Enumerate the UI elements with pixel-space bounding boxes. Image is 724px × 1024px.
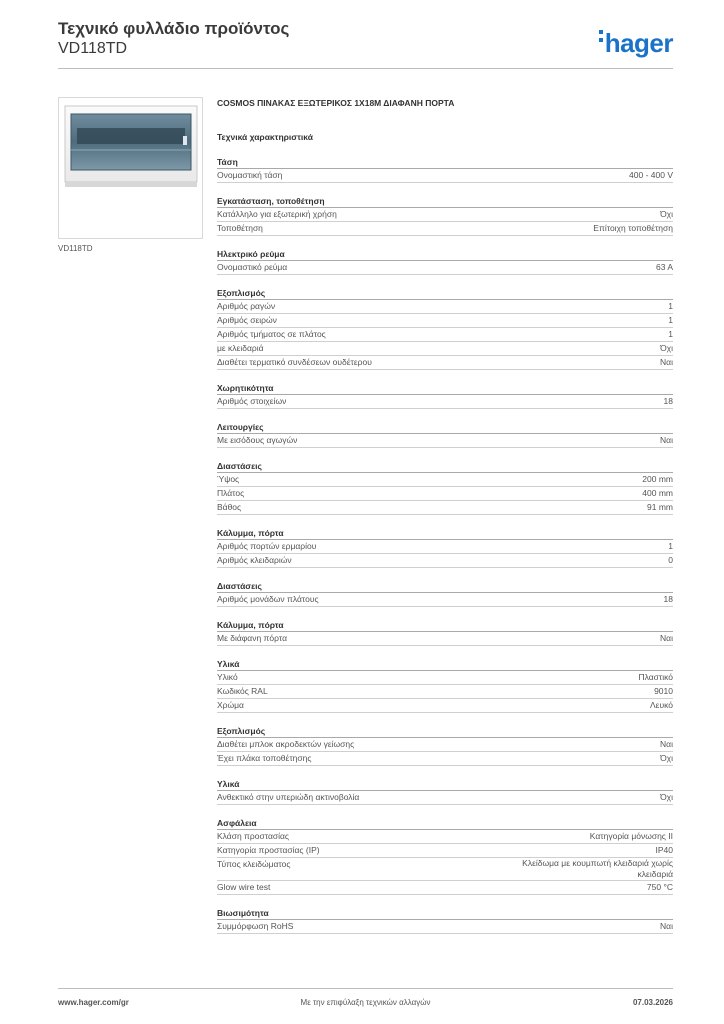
spec-label: Αριθμός κλειδαριών <box>217 555 292 565</box>
footer-divider <box>58 988 673 989</box>
spec-label: Βάθος <box>217 502 242 512</box>
spec-value: 9010 <box>654 686 673 696</box>
spec-label: Ανθεκτικό στην υπεριώδη ακτινοβολία <box>217 792 360 802</box>
spec-row <box>217 699 673 713</box>
spec-value: IP40 <box>655 845 673 855</box>
spec-row <box>217 395 673 409</box>
spec-row <box>217 328 673 342</box>
section-title: Βιωσιμότητα <box>217 907 673 920</box>
spec-label: Διαθέτει μπλοκ ακροδεκτών γείωσης <box>217 739 355 749</box>
spec-label: Τύπος κλειδώματος <box>217 859 291 869</box>
spec-value: Όχι <box>660 209 673 219</box>
spec-value: Ναι <box>660 921 673 931</box>
spec-label: Κωδικός RAL <box>217 686 268 696</box>
spec-label: με κλειδαριά <box>217 343 264 353</box>
document-title: Τεχνικό φυλλάδιο προϊόντος <box>58 19 290 38</box>
spec-value: Ναι <box>660 435 673 445</box>
spec-row <box>217 830 673 844</box>
spec-row <box>217 314 673 328</box>
spec-value: Όχι <box>660 792 673 802</box>
spec-value: 63 A <box>655 262 673 272</box>
section-title: Διαστάσεις <box>217 580 673 593</box>
spec-label: Πλάτος <box>217 488 245 498</box>
spec-row <box>217 473 673 487</box>
spec-label: Με διάφανη πόρτα <box>217 633 287 643</box>
spec-value: Ναι <box>660 357 673 367</box>
spec-row <box>217 356 673 370</box>
spec-row <box>217 593 673 607</box>
spec-label: Αριθμός πορτών ερμαρίου <box>217 541 317 551</box>
section-title: Υλικά <box>217 658 673 671</box>
section-title: Εγκατάσταση, τοποθέτηση <box>217 195 673 208</box>
spec-value: Όχι <box>660 343 673 353</box>
spec-section <box>217 817 673 895</box>
section-title: Εξοπλισμός <box>217 287 673 300</box>
spec-value: 400 mm <box>642 488 673 498</box>
spec-section <box>217 382 673 409</box>
spec-section <box>217 195 673 236</box>
spec-label: Glow wire test <box>217 882 271 892</box>
spec-value: 750 °C <box>646 882 673 892</box>
spec-value: 1 <box>668 541 673 551</box>
spec-section <box>217 658 673 713</box>
spec-row <box>217 671 673 685</box>
spec-label: Αριθμός σειρών <box>217 315 277 325</box>
distribution-board-icon <box>59 98 202 238</box>
spec-label: Συμμόρφωση RoHS <box>217 921 294 931</box>
spec-row <box>217 791 673 805</box>
spec-value: 1 <box>668 301 673 311</box>
spec-label: Κατάλληλο για εξωτερική χρήση <box>217 209 337 219</box>
spec-label: Τοποθέτηση <box>217 223 263 233</box>
spec-row <box>217 685 673 699</box>
spec-value: 18 <box>663 594 673 604</box>
spec-label: Αριθμός τμήματος σε πλάτος <box>217 329 326 339</box>
logo-dots-icon <box>599 30 603 46</box>
image-caption: VD118TD <box>58 244 93 253</box>
spec-label: Ύψος <box>217 474 240 484</box>
footer-website-link[interactable]: www.hager.com/gr <box>58 998 129 1007</box>
spec-section <box>217 527 673 568</box>
footer-date: 07.03.2026 <box>632 998 673 1007</box>
spec-row <box>217 632 673 646</box>
spec-section <box>217 460 673 515</box>
footer-notice: Με την επιφύλαξη τεχνικών αλλαγών <box>300 998 431 1007</box>
page-header <box>58 18 673 68</box>
spec-content <box>217 96 673 934</box>
spec-row <box>217 434 673 448</box>
section-title: Χωρητικότητα <box>217 382 673 395</box>
spec-row <box>217 920 673 934</box>
spec-label: Κλάση προστασίας <box>217 831 290 841</box>
spec-row <box>217 222 673 236</box>
spec-label: Με εισόδους αγωγών <box>217 435 298 445</box>
spec-value: Επίτοιχη τοποθέτηση <box>593 223 673 233</box>
logo-text: hager <box>604 28 673 58</box>
spec-section <box>217 248 673 275</box>
spec-value: Κλείδωμα με κουμπωτή κλειδαριά χωρίς κλειδαριά <box>522 858 673 879</box>
spec-section <box>217 156 673 183</box>
section-title: Διαστάσεις <box>217 460 673 473</box>
spec-section <box>217 421 673 448</box>
spec-label: Χρώμα <box>217 700 244 710</box>
product-image <box>58 97 203 239</box>
spec-row <box>217 881 673 895</box>
spec-value: 200 mm <box>642 474 673 484</box>
spec-label: Ονομαστικό ρεύμα <box>217 262 288 272</box>
technical-heading: Τεχνικά χαρακτηριστικά <box>217 132 313 142</box>
spec-value: Όχι <box>660 753 673 763</box>
spec-value: 18 <box>663 396 673 406</box>
spec-value: Κατηγορία μόνωσης II <box>589 831 673 841</box>
section-title: Ηλεκτρικό ρεύμα <box>217 248 673 261</box>
spec-value: Λευκό <box>650 700 673 710</box>
section-title: Εξοπλισμός <box>217 725 673 738</box>
section-title: Υλικά <box>217 778 673 791</box>
section-title: Κάλυμμα, πόρτα <box>217 527 673 540</box>
spec-label: Ονομαστική τάση <box>217 170 283 180</box>
spec-label: Έχει πλάκα τοποθέτησης <box>217 753 312 763</box>
spec-value: Πλαστικό <box>638 672 673 682</box>
section-title: Ασφάλεια <box>217 817 673 830</box>
spec-row <box>217 501 673 515</box>
spec-row <box>217 858 673 881</box>
spec-row <box>217 342 673 356</box>
header-divider <box>58 68 673 69</box>
spec-row <box>217 752 673 766</box>
spec-row <box>217 844 673 858</box>
spec-value: 0 <box>668 555 673 565</box>
spec-label: Κατηγορία προστασίας (IP) <box>217 845 320 855</box>
spec-section <box>217 580 673 607</box>
section-title: Κάλυμμα, πόρτα <box>217 619 673 632</box>
spec-label: Αριθμός στοιχείων <box>217 396 287 406</box>
spec-row <box>217 169 673 183</box>
spec-value: Ναι <box>660 633 673 643</box>
spec-section <box>217 619 673 646</box>
spec-section <box>217 287 673 370</box>
spec-value: 400 - 400 V <box>629 170 673 180</box>
spec-value: 1 <box>668 315 673 325</box>
spec-row <box>217 487 673 501</box>
hager-logo[interactable] <box>599 28 673 59</box>
spec-row <box>217 300 673 314</box>
product-title: COSMOS ΠΙΝΑΚΑΣ ΕΞΩΤΕΡΙΚΟΣ 1Χ18Μ ΔΙΑΦΑΝΗ ΠΟΡΤΑ <box>217 98 455 108</box>
spec-label: Αριθμός μονάδων πλάτους <box>217 594 319 604</box>
spec-label: Αριθμός ραγών <box>217 301 276 311</box>
spec-row <box>217 540 673 554</box>
spec-label: Υλικό <box>217 672 238 682</box>
spec-row <box>217 208 673 222</box>
spec-sections <box>217 156 673 934</box>
product-code: VD118TD <box>58 40 128 57</box>
spec-value: 91 mm <box>647 502 673 512</box>
spec-label: Διαθέτει τερματικό συνδέσεων ουδέτερου <box>217 357 372 367</box>
spec-value: Ναι <box>660 739 673 749</box>
spec-section <box>217 778 673 805</box>
spec-value: 1 <box>668 329 673 339</box>
spec-row <box>217 738 673 752</box>
spec-section <box>217 725 673 766</box>
spec-row <box>217 554 673 568</box>
section-title: Λειτουργίες <box>217 421 673 434</box>
spec-row <box>217 261 673 275</box>
section-title: Τάση <box>217 156 673 169</box>
spec-section <box>217 907 673 934</box>
